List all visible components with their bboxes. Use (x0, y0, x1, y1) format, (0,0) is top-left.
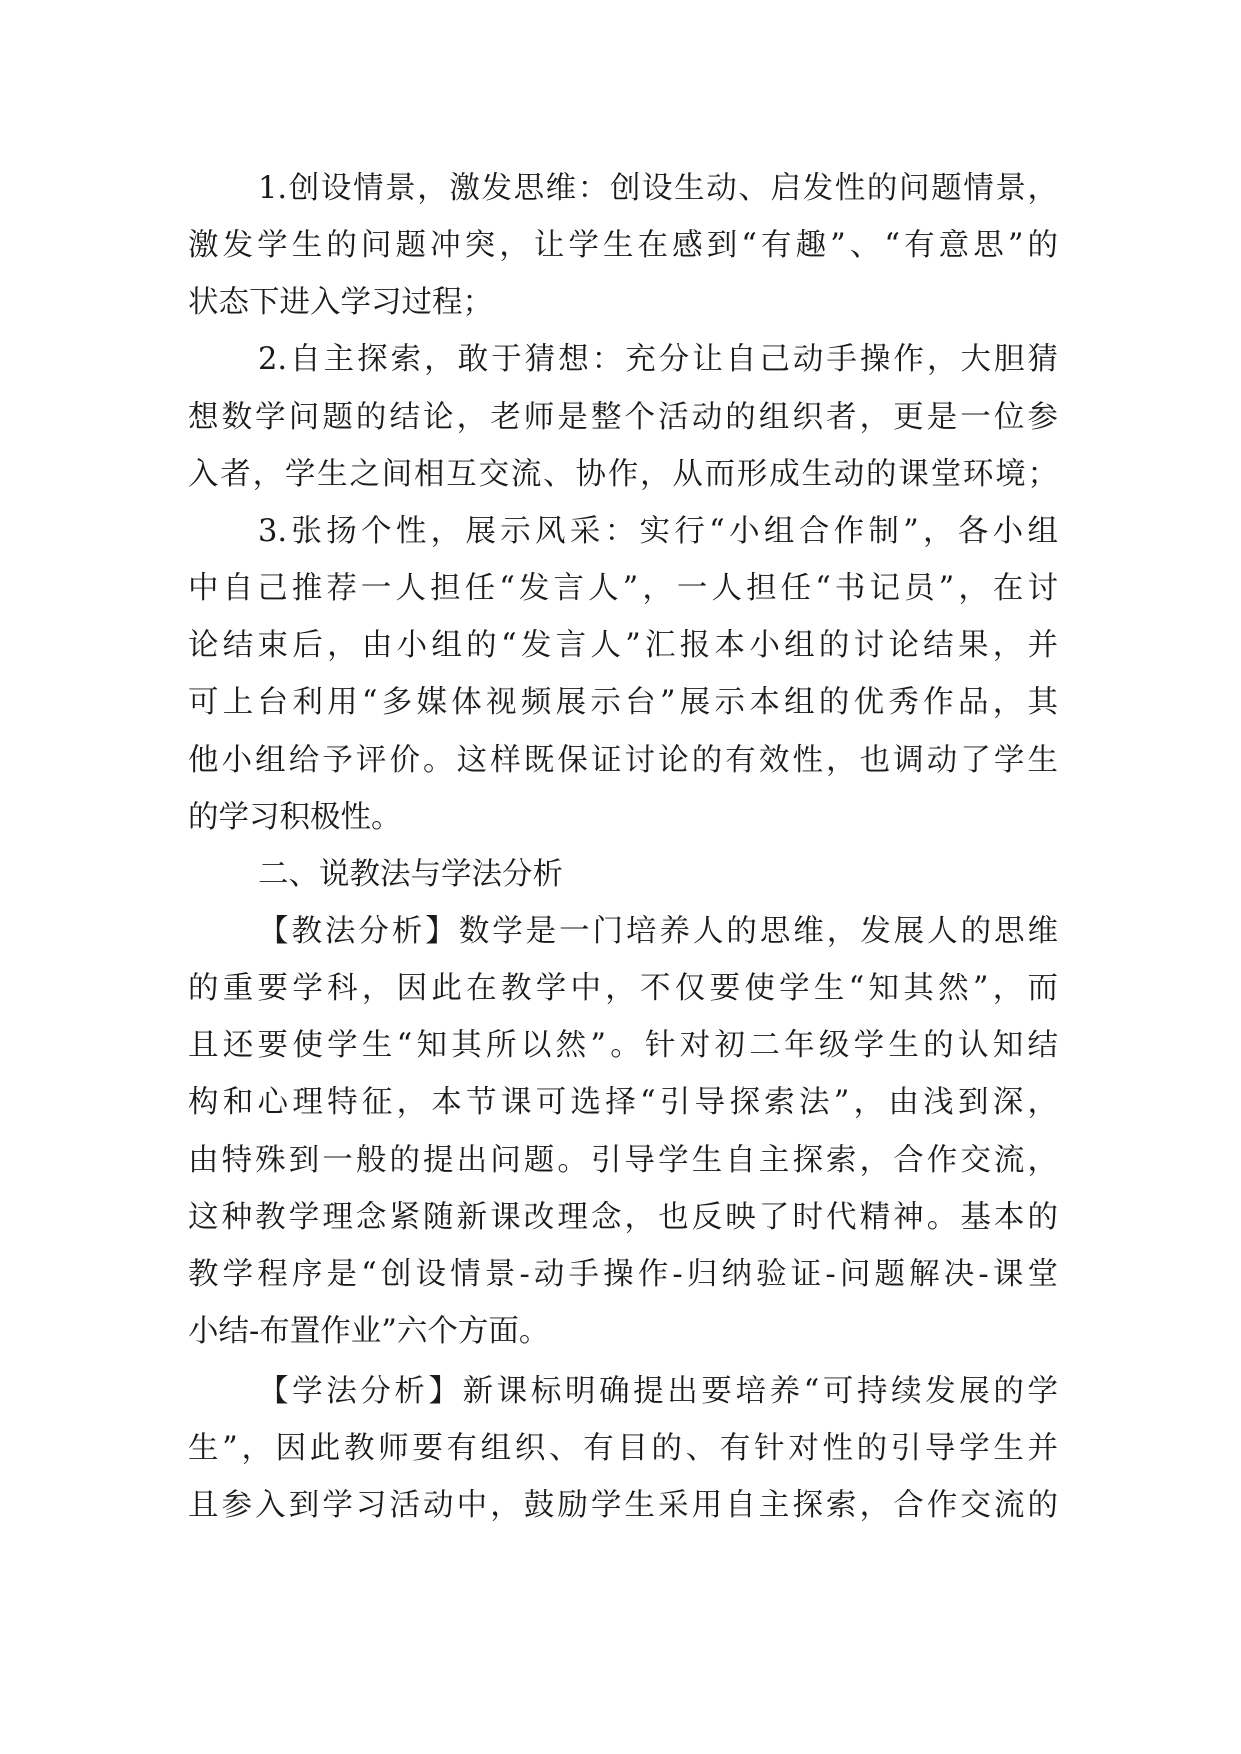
paragraph-2-line-2: 想数学问题的结论，老师是整个活动的组织者，更是一位参 (188, 400, 1058, 435)
paragraph-5-line-1: 【学法分析】新课标明确提出要培养“可持续发展的学 (258, 1374, 1058, 1409)
paragraph-4-line-4: 构和心理特征，本节课可选择“引导探索法”，由浅到深， (188, 1085, 1058, 1120)
paragraph-3-line-4: 可上台利用“多媒体视频展示台”展示本组的优秀作品，其 (188, 685, 1058, 720)
paragraph-4-line-1: 【教法分析】数学是一门培养人的思维，发展人的思维 (258, 914, 1058, 949)
paragraph-3-line-6: 的学习积极性。 (188, 800, 402, 835)
paragraph-4-line-8: 小结-布置作业”六个方面。 (188, 1314, 550, 1349)
paragraph-4-line-2: 的重要学科，因此在教学中，不仅要使学生“知其然”，而 (188, 971, 1058, 1006)
paragraph-4-line-3: 且还要使学生“知其所以然”。针对初二年级学生的认知结 (188, 1028, 1058, 1063)
paragraph-1-line-2: 激发学生的问题冲突，让学生在感到“有趣”、“有意思”的 (188, 228, 1058, 263)
paragraph-1-line-3: 状态下进入学习过程； (188, 285, 493, 320)
paragraph-3-line-2: 中自己推荐一人担任“发言人”，一人担任“书记员”，在讨 (188, 571, 1058, 606)
paragraph-3-line-1: 3.张扬个性，展示风采：实行“小组合作制”，各小组 (258, 514, 1058, 549)
paragraph-2-line-1: 2.自主探索，敢于猜想：充分让自己动手操作，大胆猜 (258, 342, 1058, 377)
paragraph-2-line-3: 入者，学生之间相互交流、协作，从而形成生动的课堂环境； (188, 457, 1058, 492)
paragraph-3-line-3: 论结束后，由小组的“发言人”汇报本小组的讨论结果，并 (188, 628, 1058, 663)
paragraph-4-line-7: 教学程序是“创设情景-动手操作-归纳验证-问题解决-课堂 (188, 1257, 1058, 1292)
section-heading: 二、说教法与学法分析 (258, 857, 563, 892)
paragraph-4-line-5: 由特殊到一般的提出问题。引导学生自主探索，合作交流， (188, 1143, 1058, 1178)
paragraph-5-line-3: 且参入到学习活动中，鼓励学生采用自主探索，合作交流的 (188, 1488, 1058, 1523)
paragraph-4-line-6: 这种教学理念紧随新课改理念，也反映了时代精神。基本的 (188, 1200, 1058, 1235)
paragraph-1-line-1: 1.创设情景，激发思维：创设生动、启发性的问题情景， (258, 171, 1058, 206)
paragraph-3-line-5: 他小组给予评价。这样既保证讨论的有效性，也调动了学生 (188, 743, 1058, 778)
paragraph-5-line-2: 生”，因此教师要有组织、有目的、有针对性的引导学生并 (188, 1431, 1058, 1466)
